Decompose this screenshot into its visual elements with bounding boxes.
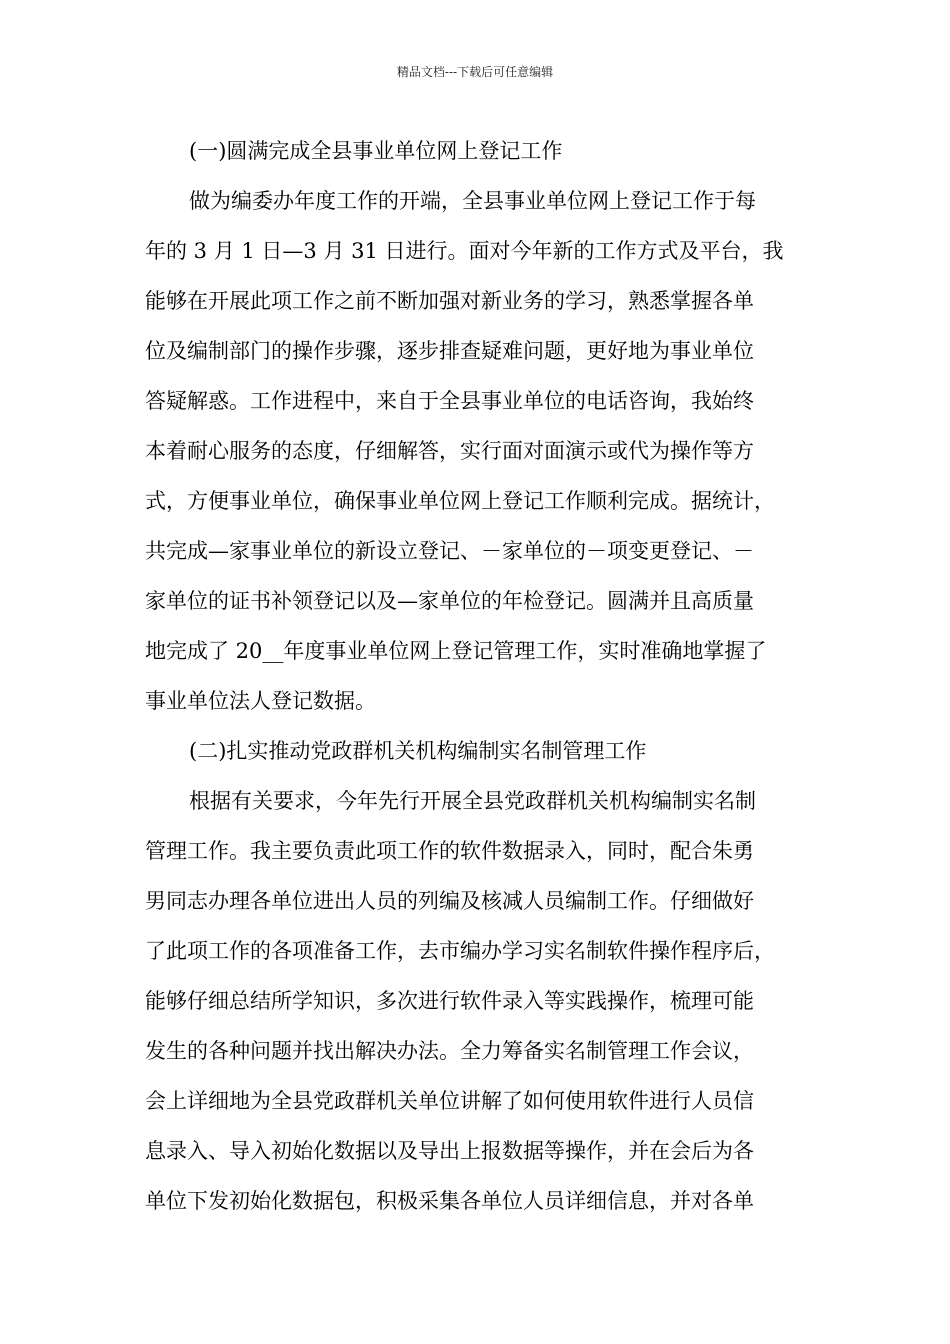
paragraph-line: 式，方便事业单位，确保事业单位网上登记工作顺利完成。据统计， xyxy=(145,489,775,513)
section-heading-1: (一)圆满完成全县事业单位网上登记工作 xyxy=(189,139,563,163)
paragraph-line: 年的 3 月 1 日—3 月 31 日进行。面对今年新的工作方式及平台，我 xyxy=(145,239,784,263)
page-header: 精品文档---下载后可任意编辑 xyxy=(396,65,554,79)
paragraph-line: 位及编制部门的操作步骤，逐步排查疑难问题，更好地为事业单位 xyxy=(145,339,754,363)
document-body xyxy=(145,126,809,1226)
paragraph-line: 发生的各种问题并找出解决办法。全力筹备实名制管理工作会议， xyxy=(145,1039,754,1063)
paragraph-line: 本着耐心服务的态度，仔细解答，实行面对面演示或代为操作等方 xyxy=(145,439,754,463)
paragraph-line: 会上详细地为全县党政群机关单位讲解了如何使用软件进行人员信 xyxy=(145,1089,754,1113)
paragraph-line: 了此项工作的各项准备工作，去市编办学习实名制软件操作程序后， xyxy=(145,939,775,963)
paragraph-line: 地完成了 20__年度事业单位网上登记管理工作，实时准确地掌握了 xyxy=(145,639,767,663)
paragraph-line: 管理工作。我主要负责此项工作的软件数据录入，同时，配合朱勇 xyxy=(145,839,754,863)
paragraph-line: 单位下发初始化数据包，积极采集各单位人员详细信息，并对各单 xyxy=(145,1189,754,1213)
paragraph-line: 根据有关要求，今年先行开展全县党政群机关机构编制实名制 xyxy=(189,789,756,813)
paragraph-line: 男同志办理各单位进出人员的列编及核减人员编制工作。仔细做好 xyxy=(145,889,754,913)
paragraph-line: 家单位的证书补领登记以及—家单位的年检登记。圆满并且高质量 xyxy=(145,589,754,613)
section-heading-2: (二)扎实推动党政群机关机构编制实名制管理工作 xyxy=(189,739,647,763)
paragraph-line: 事业单位法人登记数据。 xyxy=(145,689,376,713)
paragraph-line: 共完成—家事业单位的新设立登记、－家单位的－项变更登记、－ xyxy=(145,539,754,563)
paragraph-line: 能够仔细总结所学知识，多次进行软件录入等实践操作，梳理可能 xyxy=(145,989,754,1013)
paragraph-line: 能够在开展此项工作之前不断加强对新业务的学习，熟悉掌握各单 xyxy=(145,289,754,313)
paragraph-line: 答疑解惑。工作进程中，来自于全县事业单位的电话咨询，我始终 xyxy=(145,389,754,413)
paragraph-line: 做为编委办年度工作的开端，全县事业单位网上登记工作于每 xyxy=(189,189,756,213)
paragraph-line: 息录入、导入初始化数据以及导出上报数据等操作，并在会后为各 xyxy=(145,1139,754,1163)
